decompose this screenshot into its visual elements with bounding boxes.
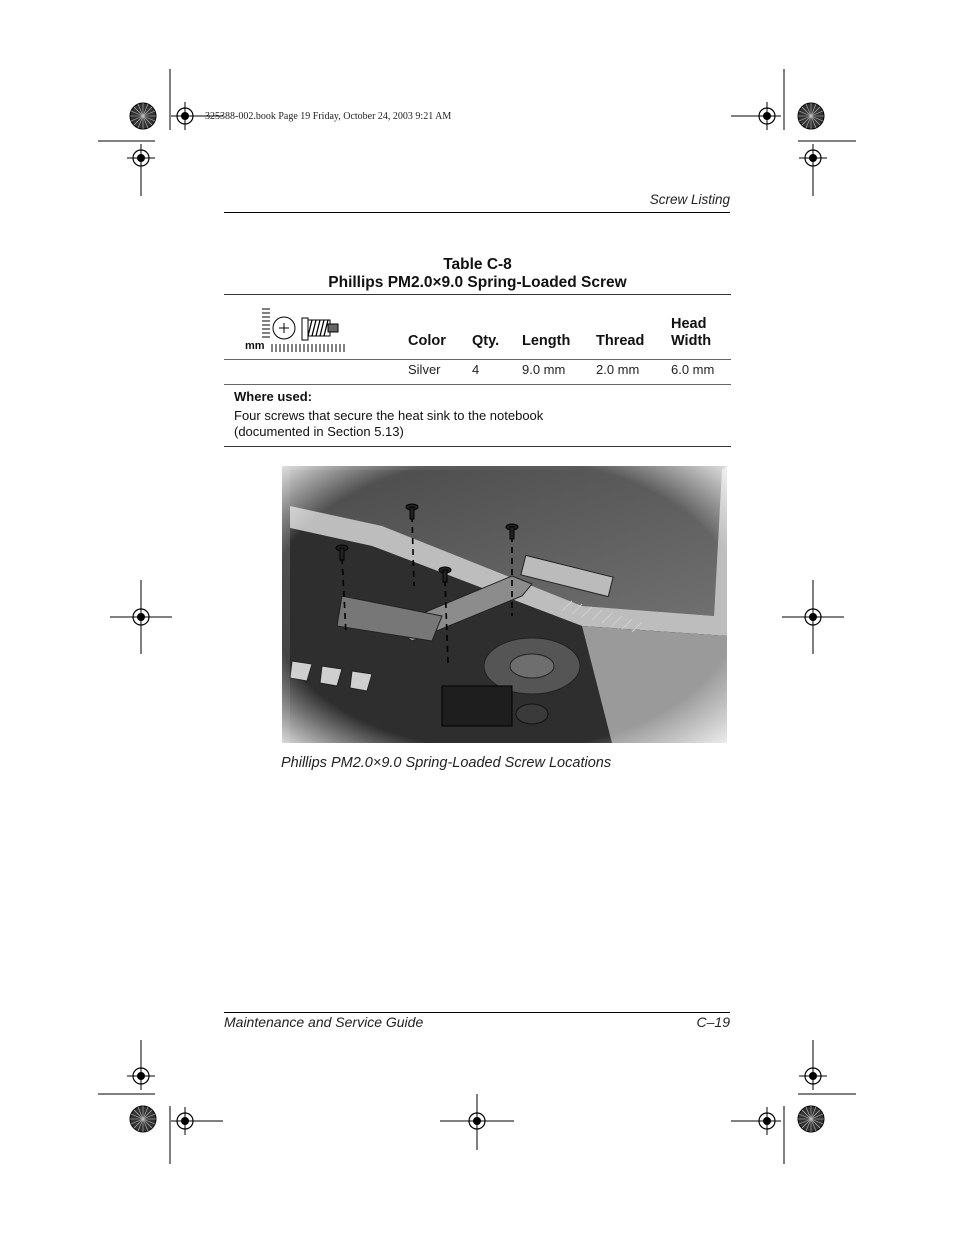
screw-icon-unit: mm	[245, 340, 265, 352]
registration-mark-icon	[127, 144, 155, 172]
star-target-icon	[798, 103, 824, 129]
cell-length: 9.0 mm	[522, 362, 566, 377]
table-title: Phillips PM2.0×9.0 Spring-Loaded Screw	[328, 274, 627, 291]
registration-mark-icon	[753, 102, 781, 130]
table-top-rule	[224, 294, 731, 295]
where-used-line1: Four screws that secure the heat sink to the notebook	[234, 408, 544, 423]
footer-page-number: C–19	[696, 1014, 730, 1030]
footer-guide-title: Maintenance and Service Guide	[224, 1014, 424, 1030]
where-used-label: Where used:	[234, 389, 313, 404]
registration-mark-icon	[799, 1062, 827, 1090]
where-used-line2: (documented in Section 5.13)	[234, 423, 404, 439]
registration-mark-icon	[799, 144, 827, 172]
column-header-head-width-line1: Head	[671, 316, 707, 332]
cell-color: Silver	[408, 362, 441, 377]
figure-caption: Phillips PM2.0×9.0 Spring-Loaded Screw Locations	[281, 755, 612, 771]
where-used-text	[234, 408, 714, 439]
footer-rule	[224, 1012, 730, 1013]
header-rule	[224, 212, 730, 213]
registration-mark-icon	[127, 1062, 155, 1090]
cell-head-width: 6.0 mm	[671, 362, 715, 377]
cell-thread: 2.0 mm	[596, 362, 640, 377]
print-stamp: 325388-002.book Page 19 Friday, October 24, 2003 9:21 AM	[205, 111, 452, 122]
column-header-head-width-line2: Width	[671, 333, 712, 349]
cell-qty: 4	[472, 362, 480, 377]
registration-mark-icon	[753, 1107, 781, 1135]
column-header-qty: Qty.	[472, 333, 500, 349]
table-bottom-rule	[224, 446, 731, 447]
table-row-rule	[224, 384, 731, 385]
table-number: Table C-8	[443, 256, 512, 273]
column-header-color: Color	[408, 333, 446, 349]
star-target-icon	[130, 1106, 156, 1132]
registration-mark-icon	[171, 102, 199, 130]
column-header-head-width	[671, 316, 711, 350]
table-caption	[224, 256, 731, 292]
column-header-thread: Thread	[596, 333, 645, 349]
running-head: Screw Listing	[649, 192, 730, 207]
table-header-rule	[224, 359, 731, 360]
star-target-icon	[130, 103, 156, 129]
star-target-icon	[798, 1106, 824, 1132]
registration-mark-icon	[171, 1107, 199, 1135]
heat-sink-screw-locations-photo	[282, 466, 727, 743]
column-header-length: Length	[522, 333, 571, 349]
